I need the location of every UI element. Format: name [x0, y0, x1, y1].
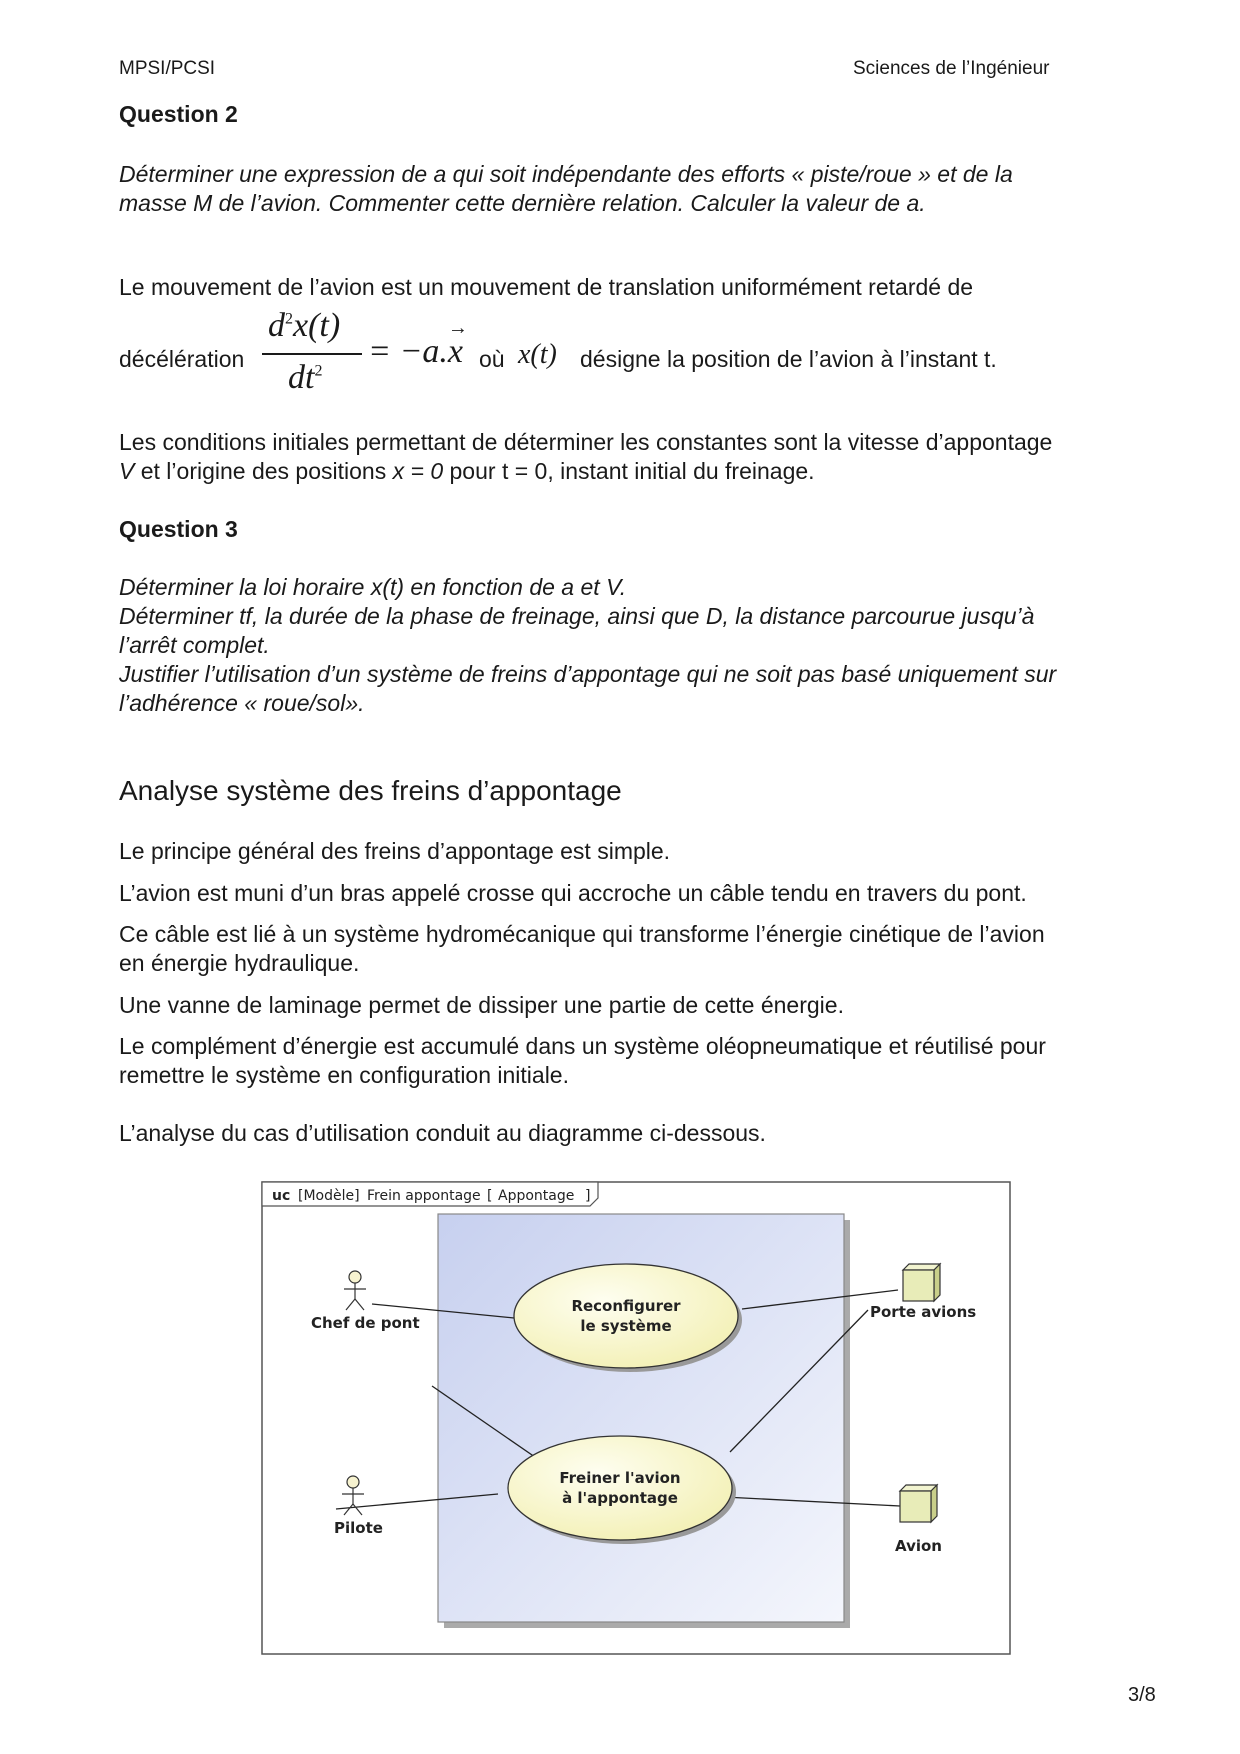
question-3-line-5: l’adhérence « roue/sol». [119, 690, 365, 716]
formula-den-exp: 2 [314, 362, 323, 380]
frame-tab-uc: uc [272, 1188, 291, 1204]
question-2-line-2: masse M de l’avion. Commenter cette dernière relation. Calculer la valeur de a. [119, 190, 926, 216]
initial-mid1: et l’origine des positions [134, 458, 393, 484]
motion-line-1: Le mouvement de l’avion est un mouvement de translation uniformément retardé de [119, 274, 974, 300]
frame-tab-name: Frein appontage [367, 1188, 481, 1204]
initial-x0: x = 0 [392, 458, 444, 484]
usecase-reconfigurer [514, 1264, 738, 1368]
node-avion-label: Avion [895, 1537, 942, 1555]
analysis-p3-line-2: en énergie hydraulique. [119, 950, 360, 976]
formula-den-dt: dt [288, 359, 315, 396]
question-2-title: Question 2 [119, 101, 238, 127]
formula-xt: x(t) [518, 339, 557, 370]
node-porte-avions-label: Porte avions [870, 1303, 977, 1321]
analysis-p2: L’avion est muni d’un bras appelé crosse qui accroche un câble tendu en travers du pont. [119, 880, 1027, 906]
question-3-line-2: Déterminer tf, la durée de la phase de freinage, ainsi que D, la distance parcourue jusqu’à [119, 603, 1035, 629]
usecase-reconfigurer-line-1: Reconfigurer [571, 1297, 681, 1315]
analysis-title: Analyse système des freins d’appontage [119, 775, 622, 806]
frame-tab-bracket-close: ] [585, 1188, 591, 1204]
initial-line-2 [119, 457, 815, 486]
header-left: MPSI/PCSI [119, 58, 216, 79]
initial-mid2: pour t = 0, instant initial du freinage. [443, 458, 815, 484]
usecase-freiner [508, 1436, 732, 1540]
usecase-reconfigurer-line-2: le système [580, 1317, 672, 1335]
usecase-freiner-line-1: Freiner l'avion [559, 1469, 681, 1487]
formula-rhs-vector [447, 317, 468, 370]
analysis-p3-line-1: Ce câble est lié à un système hydromécanique qui transforme l’énergie cinétique de l’avion [119, 921, 1045, 947]
question-3-title: Question 3 [119, 516, 238, 542]
analysis-p5-line-2: remettre le système en configuration initiale. [119, 1062, 569, 1088]
analysis-p6: L’analyse du cas d’utilisation conduit au diagramme ci-dessous. [119, 1120, 766, 1146]
vector-arrow: → [447, 317, 468, 339]
actor-chef-de-pont-label: Chef de pont [311, 1314, 420, 1332]
frame-tab-model: [Modèle] [298, 1188, 360, 1204]
frame-tab-sub: Appontage [498, 1188, 575, 1204]
motion-after: désigne la position de l’avion à l’instant t. [580, 346, 997, 372]
formula-num-x: x(t) [293, 307, 341, 344]
use-case-diagram [258, 1178, 1014, 1659]
usecase-freiner-line-2: à l'appontage [562, 1489, 678, 1507]
formula-rhs-text: = −a. [368, 333, 448, 370]
question-3-line-4: Justifier l’utilisation d’un système de freins d’appontage qui ne soit pas basé uniquement sur [119, 661, 1057, 687]
deceleration-label: décélération [119, 346, 245, 372]
node-avion-icon [900, 1485, 937, 1522]
fraction-bar [262, 353, 362, 355]
question-2-line-1: Déterminer une expression de a qui soit indépendante des efforts « piste/roue » et de la [119, 161, 1013, 187]
formula-num-exp: 2 [285, 310, 293, 328]
formula-num-d: d [268, 307, 285, 344]
ou-label: où [479, 346, 505, 372]
analysis-p4: Une vanne de laminage permet de dissiper une partie de cette énergie. [119, 992, 844, 1018]
formula-rhs [368, 317, 468, 371]
formula-denominator [288, 359, 322, 397]
formula-rhs-x: x [447, 333, 463, 370]
frame-tab-bracket-open: [ [487, 1188, 493, 1204]
formula-numerator [268, 307, 340, 345]
header-right: Sciences de l’Ingénieur [853, 58, 1050, 79]
question-3-line-3: l’arrêt complet. [119, 632, 270, 658]
node-porte-avions-icon [903, 1264, 940, 1301]
analysis-p1: Le principe général des freins d’appontage est simple. [119, 838, 671, 864]
actor-pilote-label: Pilote [334, 1519, 383, 1537]
analysis-p5-line-1: Le complément d’énergie est accumulé dans un système oléopneumatique et réutilisé pour [119, 1033, 1046, 1059]
initial-v: V [119, 458, 135, 484]
question-3-line-1: Déterminer la loi horaire x(t) en fonction de a et V. [119, 574, 627, 600]
page-number: 3/8 [1128, 1684, 1156, 1706]
initial-line-1: Les conditions initiales permettant de déterminer les constantes sont la vitesse d’appontage [119, 429, 1053, 455]
